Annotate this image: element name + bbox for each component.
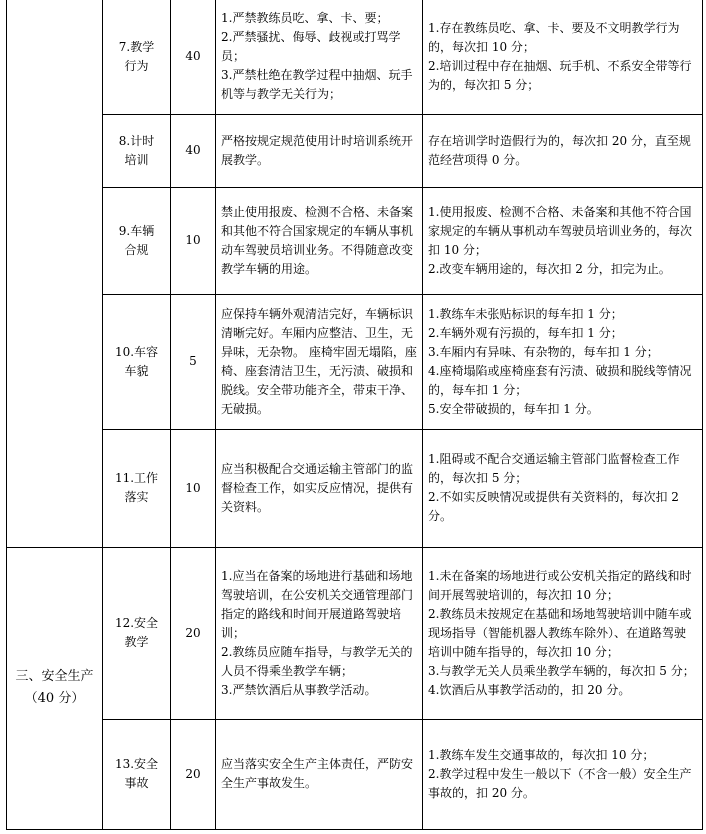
- deduction-cell: 1.使用报废、检测不合格、未备案和其他不符合国家规定的车辆从事机动车驾驶员培训业务的，每次扣 10 分； 2.改变车辆用途的，每次扣 2 分，扣完为止。: [423, 187, 703, 294]
- item-name-cell: 8.计时 培训: [103, 114, 171, 187]
- item-name-cell: 13.安全 事故: [103, 719, 171, 829]
- requirement-cell: 严格按规定规范使用计时培训系统开展教学。: [216, 114, 423, 187]
- requirement-cell: 禁止使用报废、检测不合格、未备案和其他不符合国家规定的车辆从事机动车驾驶员培训业务。不得随意改变教学车辆的用途。: [216, 187, 423, 294]
- score-cell: 5: [171, 294, 216, 429]
- deduction-cell: 1.阻碍或不配合交通运输主管部门监督检查工作的，每次扣 5 分； 2.不如实反映情况或提供有关资料的，每次扣 2 分。: [423, 429, 703, 547]
- table-row: [7, 547, 703, 719]
- requirement-cell: 应保持车辆外观清洁完好，车辆标识清晰完好。车厢内应整洁、卫生，无异味，无杂物。 座椅牢固无塌陷，座椅、座套清洁卫生，无污渍、破损和脱线。安全带功能齐全，带束干净、无破损。: [216, 294, 423, 429]
- table-row: [7, 114, 703, 187]
- deduction-cell: 1.教练车发生交通事故的，每次扣 10 分； 2.教学过程中发生一般以下（不含一般）安全生产事故的，扣 20 分。: [423, 719, 703, 829]
- category-cell-continued: [7, 0, 103, 547]
- table-row: [7, 0, 703, 114]
- score-cell: 10: [171, 187, 216, 294]
- item-name-cell: 7.教学 行为: [103, 0, 171, 114]
- table-row: [7, 429, 703, 547]
- table-row: [7, 187, 703, 294]
- score-cell: 20: [171, 719, 216, 829]
- deduction-cell: 存在培训学时造假行为的，每次扣 20 分，直至规范经营项得 0 分。: [423, 114, 703, 187]
- requirement-cell: 应当积极配合交通运输主管部门的监督检查工作，如实反应情况，提供有关资料。: [216, 429, 423, 547]
- requirement-cell: 1.严禁教练员吃、拿、卡、要； 2.严禁骚扰、侮辱、歧视或打骂学员； 3.严禁杜绝在教学过程中抽烟、玩手机等与教学无关行为；: [216, 0, 423, 114]
- item-name-cell: 11.工作 落实: [103, 429, 171, 547]
- deduction-cell: 1.存在教练员吃、拿、卡、要及不文明教学行为的，每次扣 10 分； 2.培训过程中存在抽烟、玩手机、不系安全带等行为的，每次扣 5 分；: [423, 0, 703, 114]
- item-name-cell: 12.安全 教学: [103, 547, 171, 719]
- score-cell: 10: [171, 429, 216, 547]
- table-row: [7, 719, 703, 829]
- assessment-table: [6, 0, 703, 830]
- requirement-cell: 应当落实安全生产主体责任，严防安全生产事故发生。: [216, 719, 423, 829]
- score-cell: 20: [171, 547, 216, 719]
- item-name-cell: 10.车容 车貌: [103, 294, 171, 429]
- deduction-cell: 1.未在备案的场地进行或公安机关指定的路线和时间开展驾驶培训的，每次扣 10 分； 2.教练员未按规定在基础和场地驾驶培训中随车或现场指导（智能机器人教练车除外）、在道路驾驶培训中随车指导的，每次扣 10 分； 3.与教学无关人员乘坐教学车辆的，每次扣 5 分； 4.饮酒后从事教学活动的，扣 20 分。: [423, 547, 703, 719]
- requirement-cell: 1.应当在备案的场地进行基础和场地驾驶培训，在公安机关交通管理部门指定的路线和时间开展道路驾驶培训； 2.教练员应随车指导，与教学无关的人员不得乘坐教学车辆； 3.严禁饮酒后从事教学活动。: [216, 547, 423, 719]
- category-cell: 三、安全生产 （40 分）: [7, 547, 103, 829]
- deduction-cell: 1.教练车未张贴标识的每车扣 1 分； 2.车辆外观有污损的，每车扣 1 分； 3.车厢内有异味、有杂物的，每车扣 1 分； 4.座椅塌陷或座椅座套有污渍、破损和脱线等情况的，每车扣 1 分； 5.安全带破损的，每车扣 1 分。: [423, 294, 703, 429]
- item-name-cell: 9.车辆 合规: [103, 187, 171, 294]
- score-cell: 40: [171, 114, 216, 187]
- score-cell: 40: [171, 0, 216, 114]
- table-row: [7, 294, 703, 429]
